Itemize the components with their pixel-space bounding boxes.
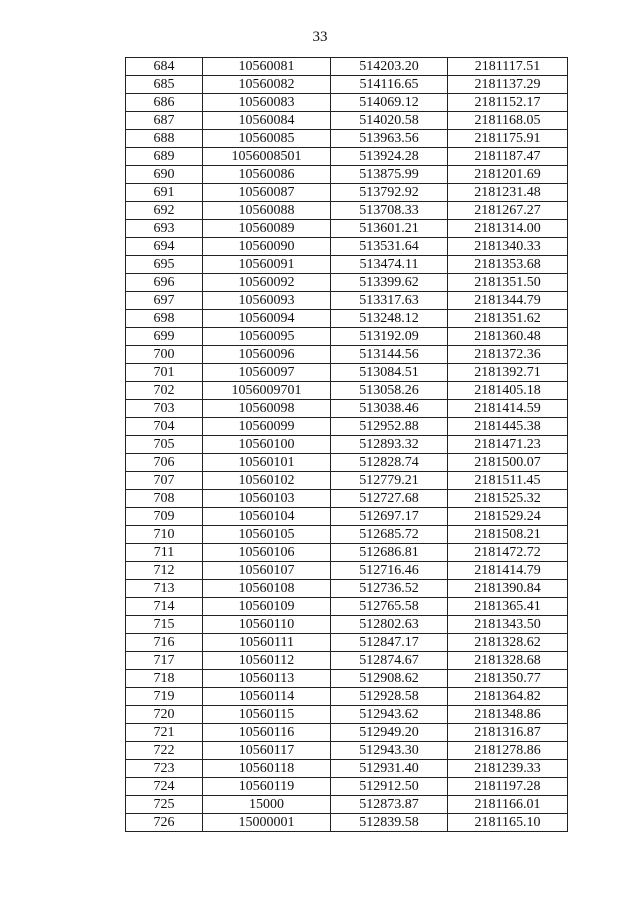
- coordinates-table: [125, 57, 568, 832]
- x-coordinate-cell: 513875.99: [331, 166, 448, 184]
- row-number-cell: 712: [126, 562, 203, 580]
- point-id-cell: 10560105: [203, 526, 331, 544]
- point-id-cell: 10560091: [203, 256, 331, 274]
- x-coordinate-cell: 512697.17: [331, 508, 448, 526]
- point-id-cell: 1056009701: [203, 382, 331, 400]
- x-coordinate-cell: 512686.81: [331, 544, 448, 562]
- point-id-cell: 10560086: [203, 166, 331, 184]
- y-coordinate-cell: 2181529.24: [448, 508, 568, 526]
- x-coordinate-cell: 512931.40: [331, 760, 448, 778]
- y-coordinate-cell: 2181351.50: [448, 274, 568, 292]
- table-row: [126, 454, 568, 472]
- point-id-cell: 10560114: [203, 688, 331, 706]
- point-id-cell: 15000001: [203, 814, 331, 832]
- y-coordinate-cell: 2181187.47: [448, 148, 568, 166]
- row-number-cell: 717: [126, 652, 203, 670]
- row-number-cell: 725: [126, 796, 203, 814]
- y-coordinate-cell: 2181500.07: [448, 454, 568, 472]
- table-row: [126, 328, 568, 346]
- row-number-cell: 703: [126, 400, 203, 418]
- row-number-cell: 704: [126, 418, 203, 436]
- x-coordinate-cell: 512736.52: [331, 580, 448, 598]
- point-id-cell: 10560098: [203, 400, 331, 418]
- y-coordinate-cell: 2181353.68: [448, 256, 568, 274]
- y-coordinate-cell: 2181201.69: [448, 166, 568, 184]
- row-number-cell: 714: [126, 598, 203, 616]
- row-number-cell: 693: [126, 220, 203, 238]
- point-id-cell: 10560102: [203, 472, 331, 490]
- point-id-cell: 10560095: [203, 328, 331, 346]
- x-coordinate-cell: 514020.58: [331, 112, 448, 130]
- y-coordinate-cell: 2181175.91: [448, 130, 568, 148]
- y-coordinate-cell: 2181392.71: [448, 364, 568, 382]
- point-id-cell: 10560097: [203, 364, 331, 382]
- y-coordinate-cell: 2181314.00: [448, 220, 568, 238]
- table-row: [126, 670, 568, 688]
- x-coordinate-cell: 513317.63: [331, 292, 448, 310]
- y-coordinate-cell: 2181344.79: [448, 292, 568, 310]
- row-number-cell: 719: [126, 688, 203, 706]
- table-row: [126, 364, 568, 382]
- y-coordinate-cell: 2181168.05: [448, 112, 568, 130]
- point-id-cell: 10560082: [203, 76, 331, 94]
- y-coordinate-cell: 2181364.82: [448, 688, 568, 706]
- table-row: [126, 436, 568, 454]
- point-id-cell: 1056008501: [203, 148, 331, 166]
- point-id-cell: 10560088: [203, 202, 331, 220]
- x-coordinate-cell: 512685.72: [331, 526, 448, 544]
- y-coordinate-cell: 2181197.28: [448, 778, 568, 796]
- x-coordinate-cell: 512893.32: [331, 436, 448, 454]
- row-number-cell: 723: [126, 760, 203, 778]
- point-id-cell: 10560116: [203, 724, 331, 742]
- point-id-cell: 10560117: [203, 742, 331, 760]
- row-number-cell: 710: [126, 526, 203, 544]
- point-id-cell: 10560112: [203, 652, 331, 670]
- x-coordinate-cell: 512952.88: [331, 418, 448, 436]
- y-coordinate-cell: 2181340.33: [448, 238, 568, 256]
- x-coordinate-cell: 514069.12: [331, 94, 448, 112]
- x-coordinate-cell: 513474.11: [331, 256, 448, 274]
- point-id-cell: 10560109: [203, 598, 331, 616]
- point-id-cell: 10560113: [203, 670, 331, 688]
- point-id-cell: 10560099: [203, 418, 331, 436]
- y-coordinate-cell: 2181350.77: [448, 670, 568, 688]
- row-number-cell: 707: [126, 472, 203, 490]
- row-number-cell: 697: [126, 292, 203, 310]
- table-row: [126, 418, 568, 436]
- table-row: [126, 580, 568, 598]
- y-coordinate-cell: 2181278.86: [448, 742, 568, 760]
- row-number-cell: 720: [126, 706, 203, 724]
- x-coordinate-cell: 513601.21: [331, 220, 448, 238]
- point-id-cell: 10560094: [203, 310, 331, 328]
- page-number: 33: [312, 29, 328, 45]
- y-coordinate-cell: 2181267.27: [448, 202, 568, 220]
- y-coordinate-cell: 2181360.48: [448, 328, 568, 346]
- point-id-cell: 10560092: [203, 274, 331, 292]
- row-number-cell: 688: [126, 130, 203, 148]
- row-number-cell: 705: [126, 436, 203, 454]
- point-id-cell: 10560119: [203, 778, 331, 796]
- x-coordinate-cell: 513708.33: [331, 202, 448, 220]
- table-row: [126, 220, 568, 238]
- table-row: [126, 238, 568, 256]
- row-number-cell: 713: [126, 580, 203, 598]
- x-coordinate-cell: 512765.58: [331, 598, 448, 616]
- point-id-cell: 10560110: [203, 616, 331, 634]
- table-row: [126, 112, 568, 130]
- table-row: [126, 652, 568, 670]
- table-row: [126, 400, 568, 418]
- point-id-cell: 10560104: [203, 508, 331, 526]
- table-row: [126, 724, 568, 742]
- table-row: [126, 634, 568, 652]
- y-coordinate-cell: 2181471.23: [448, 436, 568, 454]
- table-row: [126, 184, 568, 202]
- row-number-cell: 724: [126, 778, 203, 796]
- row-number-cell: 684: [126, 58, 203, 76]
- y-coordinate-cell: 2181414.59: [448, 400, 568, 418]
- x-coordinate-cell: 513144.56: [331, 346, 448, 364]
- row-number-cell: 687: [126, 112, 203, 130]
- row-number-cell: 691: [126, 184, 203, 202]
- table-row: [126, 58, 568, 76]
- x-coordinate-cell: 512802.63: [331, 616, 448, 634]
- table-row: [126, 472, 568, 490]
- x-coordinate-cell: 512874.67: [331, 652, 448, 670]
- row-number-cell: 709: [126, 508, 203, 526]
- x-coordinate-cell: 512873.87: [331, 796, 448, 814]
- table-row: [126, 310, 568, 328]
- x-coordinate-cell: 512908.62: [331, 670, 448, 688]
- point-id-cell: 10560089: [203, 220, 331, 238]
- table-row: [126, 616, 568, 634]
- x-coordinate-cell: 512943.62: [331, 706, 448, 724]
- row-number-cell: 698: [126, 310, 203, 328]
- y-coordinate-cell: 2181405.18: [448, 382, 568, 400]
- table-row: [126, 598, 568, 616]
- x-coordinate-cell: 512847.17: [331, 634, 448, 652]
- table-row: [126, 526, 568, 544]
- table-row: [126, 202, 568, 220]
- row-number-cell: 695: [126, 256, 203, 274]
- x-coordinate-cell: 512928.58: [331, 688, 448, 706]
- point-id-cell: 15000: [203, 796, 331, 814]
- table-row: [126, 274, 568, 292]
- y-coordinate-cell: 2181231.48: [448, 184, 568, 202]
- point-id-cell: 10560111: [203, 634, 331, 652]
- point-id-cell: 10560083: [203, 94, 331, 112]
- row-number-cell: 718: [126, 670, 203, 688]
- x-coordinate-cell: 512912.50: [331, 778, 448, 796]
- x-coordinate-cell: 512779.21: [331, 472, 448, 490]
- x-coordinate-cell: 513192.09: [331, 328, 448, 346]
- table-row: [126, 76, 568, 94]
- point-id-cell: 10560085: [203, 130, 331, 148]
- y-coordinate-cell: 2181328.62: [448, 634, 568, 652]
- row-number-cell: 721: [126, 724, 203, 742]
- x-coordinate-cell: 513058.26: [331, 382, 448, 400]
- y-coordinate-cell: 2181525.32: [448, 490, 568, 508]
- x-coordinate-cell: 513531.64: [331, 238, 448, 256]
- row-number-cell: 716: [126, 634, 203, 652]
- point-id-cell: 10560096: [203, 346, 331, 364]
- row-number-cell: 715: [126, 616, 203, 634]
- point-id-cell: 10560107: [203, 562, 331, 580]
- table-row: [126, 778, 568, 796]
- point-id-cell: 10560108: [203, 580, 331, 598]
- y-coordinate-cell: 2181165.10: [448, 814, 568, 832]
- x-coordinate-cell: 514116.65: [331, 76, 448, 94]
- table-row: [126, 148, 568, 166]
- point-id-cell: 10560093: [203, 292, 331, 310]
- row-number-cell: 706: [126, 454, 203, 472]
- row-number-cell: 711: [126, 544, 203, 562]
- row-number-cell: 726: [126, 814, 203, 832]
- x-coordinate-cell: 512727.68: [331, 490, 448, 508]
- point-id-cell: 10560101: [203, 454, 331, 472]
- table-row: [126, 382, 568, 400]
- y-coordinate-cell: 2181365.41: [448, 598, 568, 616]
- row-number-cell: 689: [126, 148, 203, 166]
- row-number-cell: 699: [126, 328, 203, 346]
- row-number-cell: 685: [126, 76, 203, 94]
- point-id-cell: 10560090: [203, 238, 331, 256]
- row-number-cell: 702: [126, 382, 203, 400]
- y-coordinate-cell: 2181316.87: [448, 724, 568, 742]
- y-coordinate-cell: 2181472.72: [448, 544, 568, 562]
- table-row: [126, 544, 568, 562]
- point-id-cell: 10560106: [203, 544, 331, 562]
- y-coordinate-cell: 2181239.33: [448, 760, 568, 778]
- row-number-cell: 722: [126, 742, 203, 760]
- point-id-cell: 10560103: [203, 490, 331, 508]
- table-row: [126, 256, 568, 274]
- row-number-cell: 708: [126, 490, 203, 508]
- x-coordinate-cell: 513248.12: [331, 310, 448, 328]
- point-id-cell: 10560115: [203, 706, 331, 724]
- x-coordinate-cell: 512943.30: [331, 742, 448, 760]
- x-coordinate-cell: 513963.56: [331, 130, 448, 148]
- y-coordinate-cell: 2181508.21: [448, 526, 568, 544]
- y-coordinate-cell: 2181328.68: [448, 652, 568, 670]
- x-coordinate-cell: 512949.20: [331, 724, 448, 742]
- y-coordinate-cell: 2181152.17: [448, 94, 568, 112]
- point-id-cell: 10560118: [203, 760, 331, 778]
- table-row: [126, 346, 568, 364]
- y-coordinate-cell: 2181414.79: [448, 562, 568, 580]
- x-coordinate-cell: 513084.51: [331, 364, 448, 382]
- row-number-cell: 690: [126, 166, 203, 184]
- row-number-cell: 696: [126, 274, 203, 292]
- table-row: [126, 508, 568, 526]
- table-row: [126, 166, 568, 184]
- table-row: [126, 814, 568, 832]
- y-coordinate-cell: 2181372.36: [448, 346, 568, 364]
- y-coordinate-cell: 2181166.01: [448, 796, 568, 814]
- y-coordinate-cell: 2181348.86: [448, 706, 568, 724]
- table-row: [126, 130, 568, 148]
- table-row: [126, 490, 568, 508]
- point-id-cell: 10560100: [203, 436, 331, 454]
- row-number-cell: 692: [126, 202, 203, 220]
- table-row: [126, 796, 568, 814]
- table-row: [126, 94, 568, 112]
- y-coordinate-cell: 2181137.29: [448, 76, 568, 94]
- x-coordinate-cell: 512716.46: [331, 562, 448, 580]
- point-id-cell: 10560081: [203, 58, 331, 76]
- coordinates-table-body: [126, 58, 568, 832]
- row-number-cell: 686: [126, 94, 203, 112]
- x-coordinate-cell: 513792.92: [331, 184, 448, 202]
- x-coordinate-cell: 514203.20: [331, 58, 448, 76]
- y-coordinate-cell: 2181390.84: [448, 580, 568, 598]
- row-number-cell: 694: [126, 238, 203, 256]
- point-id-cell: 10560087: [203, 184, 331, 202]
- y-coordinate-cell: 2181511.45: [448, 472, 568, 490]
- y-coordinate-cell: 2181445.38: [448, 418, 568, 436]
- x-coordinate-cell: 512828.74: [331, 454, 448, 472]
- table-row: [126, 742, 568, 760]
- table-row: [126, 292, 568, 310]
- x-coordinate-cell: 513399.62: [331, 274, 448, 292]
- x-coordinate-cell: 513924.28: [331, 148, 448, 166]
- point-id-cell: 10560084: [203, 112, 331, 130]
- row-number-cell: 700: [126, 346, 203, 364]
- table-row: [126, 706, 568, 724]
- y-coordinate-cell: 2181117.51: [448, 58, 568, 76]
- y-coordinate-cell: 2181351.62: [448, 310, 568, 328]
- table-row: [126, 760, 568, 778]
- y-coordinate-cell: 2181343.50: [448, 616, 568, 634]
- x-coordinate-cell: 512839.58: [331, 814, 448, 832]
- row-number-cell: 701: [126, 364, 203, 382]
- table-row: [126, 562, 568, 580]
- x-coordinate-cell: 513038.46: [331, 400, 448, 418]
- table-row: [126, 688, 568, 706]
